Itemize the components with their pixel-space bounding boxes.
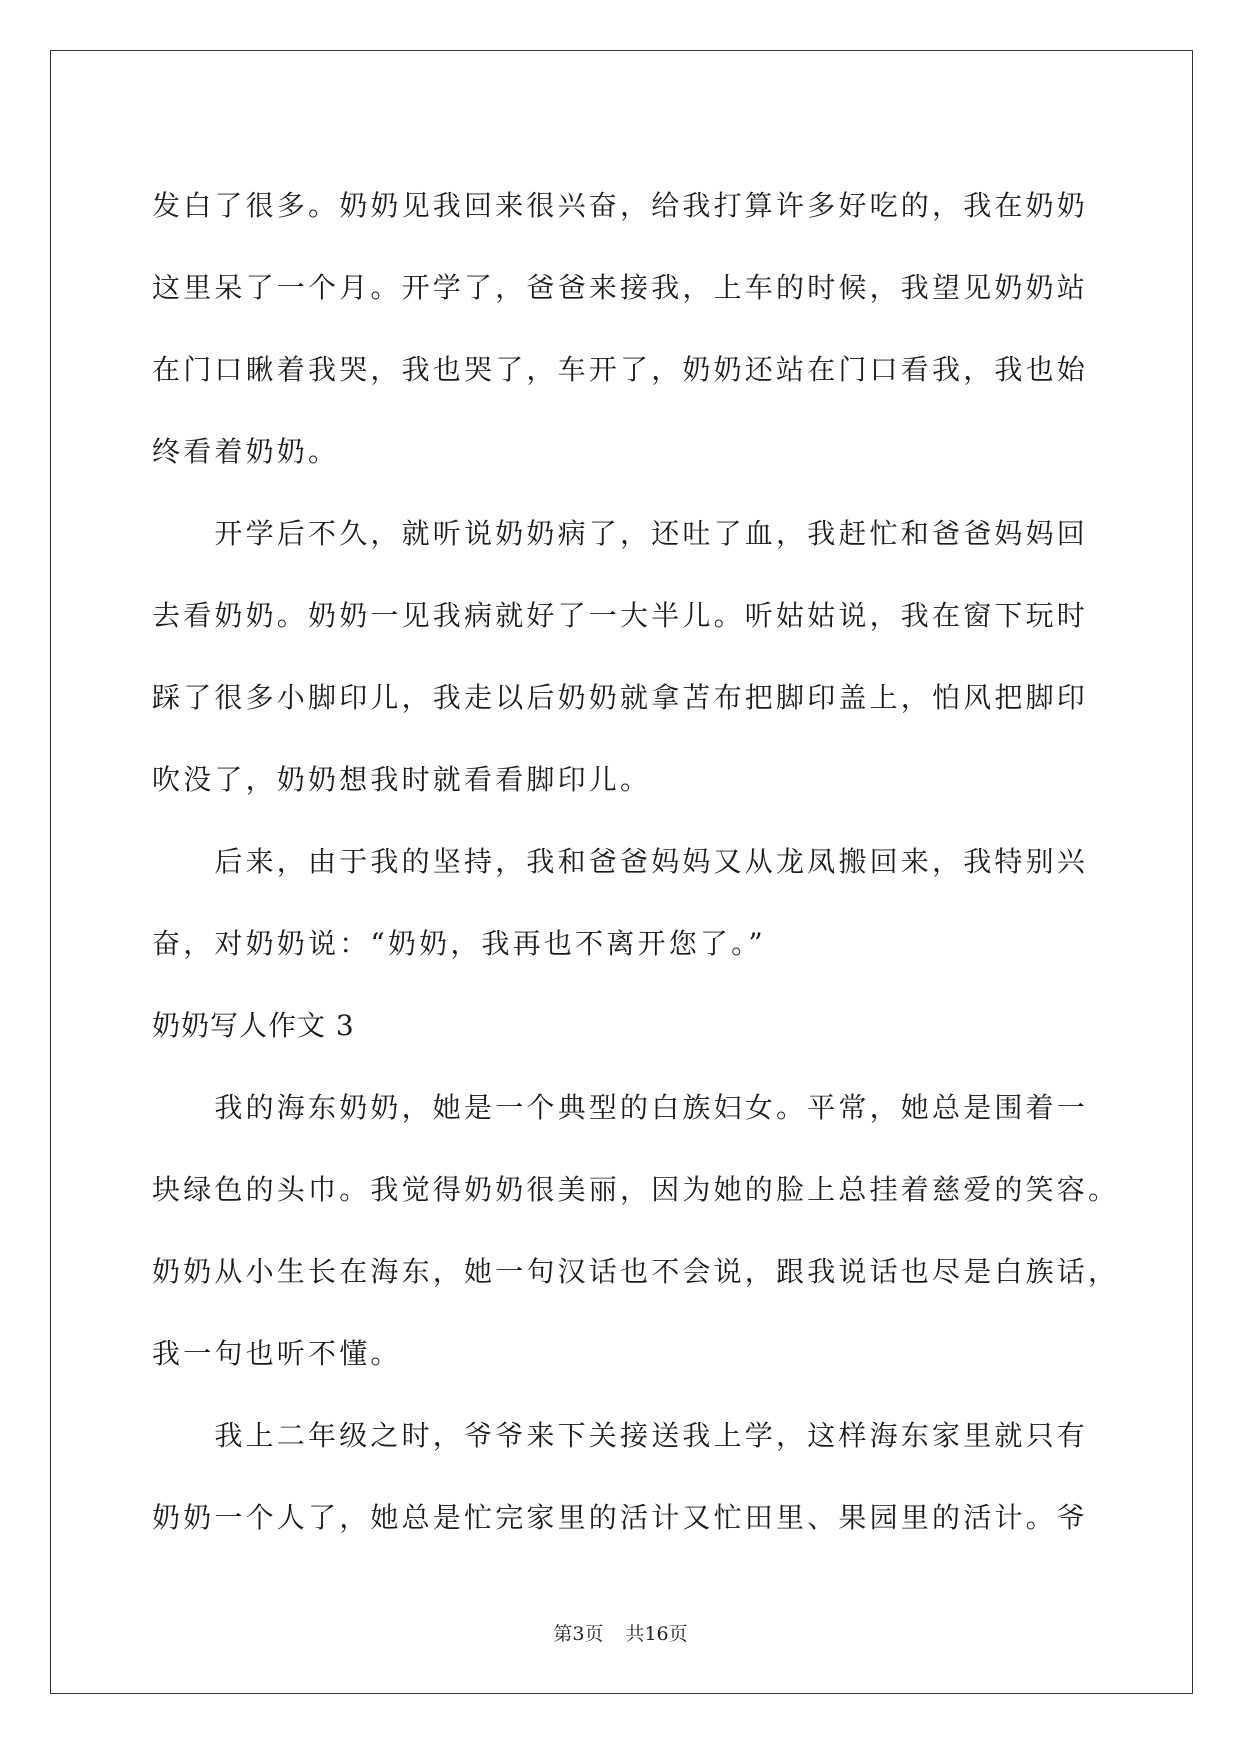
text-line: 我一句也听不懂。 (152, 1337, 402, 1370)
text-line: 发白了很多。奶奶见我回来很兴奋，给我打算许多好吃的，我在奶奶 (152, 189, 1089, 222)
text-line: 奶奶一个人了，她总是忙完家里的活计又忙田里、果园里的活计。爷 (152, 1501, 1089, 1534)
text-line: 块绿色的头巾。我觉得奶奶很美丽，因为她的脸上总挂着慈爱的笑容。 (152, 1173, 1120, 1206)
text-line: 吹没了，奶奶想我时就看看脚印儿。 (152, 763, 652, 796)
text-line: 这里呆了一个月。开学了，爸爸来接我，上车的时候，我望见奶奶站 (152, 271, 1089, 304)
section-heading: 奶奶写人作文 3 (152, 1009, 355, 1042)
text-line: 我上二年级之时，爷爷来下关接送我上学，这样海东家里就只有 (152, 1419, 1089, 1452)
page-total: 共16页 (625, 1623, 688, 1645)
document-body (152, 165, 1120, 1559)
page-footer (0, 1622, 1241, 1646)
text-line: 去看奶奶。奶奶一见我病就好了一大半儿。听姑姑说，我在窗下玩时 (152, 599, 1089, 632)
text-line: 踩了很多小脚印儿，我走以后奶奶就拿苫布把脚印盖上，怕风把脚印 (152, 681, 1089, 714)
text-line: 奶奶从小生长在海东，她一句汉话也不会说，跟我说话也尽是白族话， (152, 1255, 1120, 1288)
page-number: 第3页 (553, 1623, 604, 1645)
text-line: 在门口瞅着我哭，我也哭了，车开了，奶奶还站在门口看我，我也始 (152, 353, 1089, 386)
text-line: 终看着奶奶。 (152, 435, 340, 468)
text-line: 后来，由于我的坚持，我和爸爸妈妈又从龙凤搬回来，我特别兴 (152, 845, 1089, 878)
text-line: 我的海东奶奶，她是一个典型的白族妇女。平常，她总是围着一 (152, 1091, 1089, 1124)
text-line: 奋，对奶奶说：“奶奶，我再也不离开您了。” (152, 927, 766, 960)
text-line: 开学后不久，就听说奶奶病了，还吐了血，我赶忙和爸爸妈妈回 (152, 517, 1089, 550)
